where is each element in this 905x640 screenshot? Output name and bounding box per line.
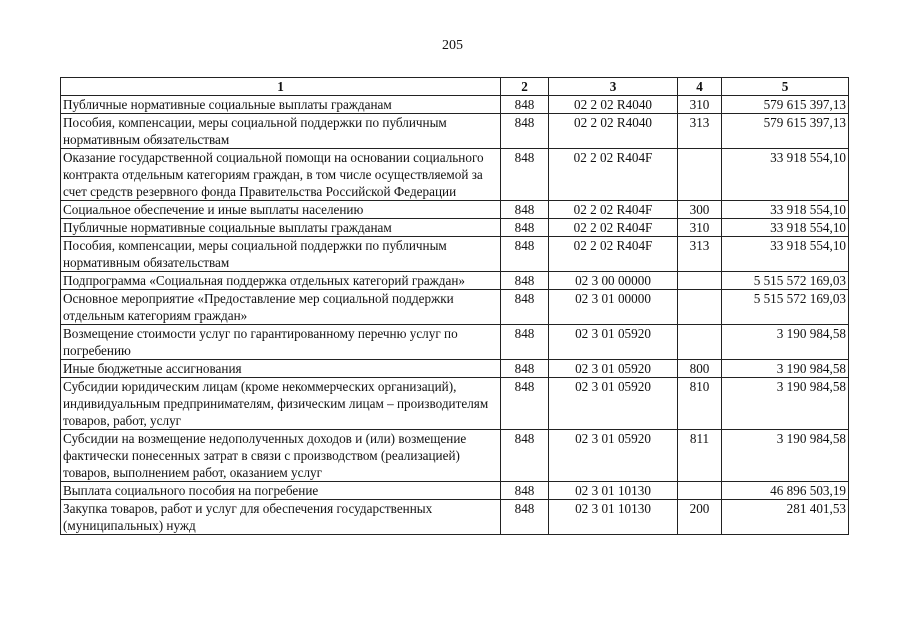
expense-type-cell: 310	[678, 96, 722, 114]
admin-code-cell: 848	[501, 272, 549, 290]
target-code-cell: 02 3 01 00000	[549, 290, 678, 325]
expense-type-cell: 811	[678, 430, 722, 482]
admin-code-cell: 848	[501, 237, 549, 272]
expense-type-cell: 313	[678, 237, 722, 272]
amount-cell: 579 615 397,13	[722, 96, 849, 114]
target-code-cell: 02 2 02 R404F	[549, 219, 678, 237]
admin-code-cell: 848	[501, 325, 549, 360]
table-row	[61, 430, 849, 482]
target-code-cell: 02 3 01 05920	[549, 360, 678, 378]
admin-code-cell: 848	[501, 482, 549, 500]
admin-code-cell: 848	[501, 360, 549, 378]
admin-code-cell: 848	[501, 149, 549, 201]
expense-type-cell: 310	[678, 219, 722, 237]
expense-type-cell	[678, 290, 722, 325]
expense-type-cell	[678, 149, 722, 201]
item-name-cell: Возмещение стоимости услуг по гарантированному перечню услуг по погребению	[61, 325, 501, 360]
item-name-cell: Субсидии на возмещение недополученных доходов и (или) возмещение фактически понесенных затрат в связи с производством (реализацией) товаров, выполнением работ, оказанием услуг	[61, 430, 501, 482]
expense-type-cell: 313	[678, 114, 722, 149]
table-row	[61, 290, 849, 325]
table-row	[61, 96, 849, 114]
expense-type-cell: 300	[678, 201, 722, 219]
item-name-cell: Выплата социального пособия на погребение	[61, 482, 501, 500]
expense-type-cell	[678, 272, 722, 290]
item-name-cell: Субсидии юридическим лицам (кроме некоммерческих организаций), индивидуальным предпринимателям, физическим лицам – производителям товаров, работ, услуг	[61, 378, 501, 430]
table-row	[61, 360, 849, 378]
item-name-cell: Публичные нормативные социальные выплаты гражданам	[61, 219, 501, 237]
amount-cell: 5 515 572 169,03	[722, 272, 849, 290]
item-name-cell: Иные бюджетные ассигнования	[61, 360, 501, 378]
target-code-cell: 02 2 02 R404F	[549, 201, 678, 219]
amount-cell: 281 401,53	[722, 500, 849, 535]
target-code-cell: 02 2 02 R404F	[549, 149, 678, 201]
table-row	[61, 149, 849, 201]
amount-cell: 33 918 554,10	[722, 201, 849, 219]
amount-cell: 33 918 554,10	[722, 219, 849, 237]
expense-type-cell: 810	[678, 378, 722, 430]
amount-cell: 3 190 984,58	[722, 360, 849, 378]
column-header: 3	[549, 78, 678, 96]
target-code-cell: 02 2 02 R4040	[549, 114, 678, 149]
table-header-row	[61, 78, 849, 96]
expense-type-cell: 200	[678, 500, 722, 535]
expense-type-cell: 800	[678, 360, 722, 378]
column-header: 5	[722, 78, 849, 96]
budget-table	[60, 77, 849, 535]
table-row	[61, 114, 849, 149]
page-number: 205	[442, 38, 463, 53]
admin-code-cell: 848	[501, 290, 549, 325]
amount-cell: 3 190 984,58	[722, 378, 849, 430]
admin-code-cell: 848	[501, 201, 549, 219]
item-name-cell: Основное мероприятие «Предоставление мер социальной поддержки отдельным категориям граждан»	[61, 290, 501, 325]
column-header: 4	[678, 78, 722, 96]
admin-code-cell: 848	[501, 219, 549, 237]
item-name-cell: Пособия, компенсации, меры социальной поддержки по публичным нормативным обязательствам	[61, 237, 501, 272]
amount-cell: 579 615 397,13	[722, 114, 849, 149]
table-row	[61, 237, 849, 272]
item-name-cell: Публичные нормативные социальные выплаты гражданам	[61, 96, 501, 114]
admin-code-cell: 848	[501, 378, 549, 430]
admin-code-cell: 848	[501, 430, 549, 482]
target-code-cell: 02 3 01 05920	[549, 430, 678, 482]
amount-cell: 46 896 503,19	[722, 482, 849, 500]
item-name-cell: Подпрограмма «Социальная поддержка отдельных категорий граждан»	[61, 272, 501, 290]
table-row	[61, 482, 849, 500]
amount-cell: 33 918 554,10	[722, 149, 849, 201]
item-name-cell: Социальное обеспечение и иные выплаты населению	[61, 201, 501, 219]
target-code-cell: 02 2 02 R4040	[549, 96, 678, 114]
column-header: 1	[61, 78, 501, 96]
item-name-cell: Закупка товаров, работ и услуг для обеспечения государственных (муниципальных) нужд	[61, 500, 501, 535]
expense-type-cell	[678, 325, 722, 360]
amount-cell: 33 918 554,10	[722, 237, 849, 272]
table-row	[61, 325, 849, 360]
target-code-cell: 02 3 00 00000	[549, 272, 678, 290]
target-code-cell: 02 3 01 05920	[549, 325, 678, 360]
table-row	[61, 219, 849, 237]
table-row	[61, 201, 849, 219]
table-row	[61, 272, 849, 290]
target-code-cell: 02 3 01 10130	[549, 500, 678, 535]
amount-cell: 5 515 572 169,03	[722, 290, 849, 325]
item-name-cell: Оказание государственной социальной помощи на основании социального контракта отдельным категориям граждан, в том числе осуществляемой за счет средств резервного фонда Правительства Российской Федерации	[61, 149, 501, 201]
table-row	[61, 378, 849, 430]
target-code-cell: 02 3 01 10130	[549, 482, 678, 500]
admin-code-cell: 848	[501, 96, 549, 114]
amount-cell: 3 190 984,58	[722, 325, 849, 360]
item-name-cell: Пособия, компенсации, меры социальной поддержки по публичным нормативным обязательствам	[61, 114, 501, 149]
admin-code-cell: 848	[501, 500, 549, 535]
target-code-cell: 02 3 01 05920	[549, 378, 678, 430]
column-header: 2	[501, 78, 549, 96]
amount-cell: 3 190 984,58	[722, 430, 849, 482]
admin-code-cell: 848	[501, 114, 549, 149]
target-code-cell: 02 2 02 R404F	[549, 237, 678, 272]
table-row	[61, 500, 849, 535]
expense-type-cell	[678, 482, 722, 500]
